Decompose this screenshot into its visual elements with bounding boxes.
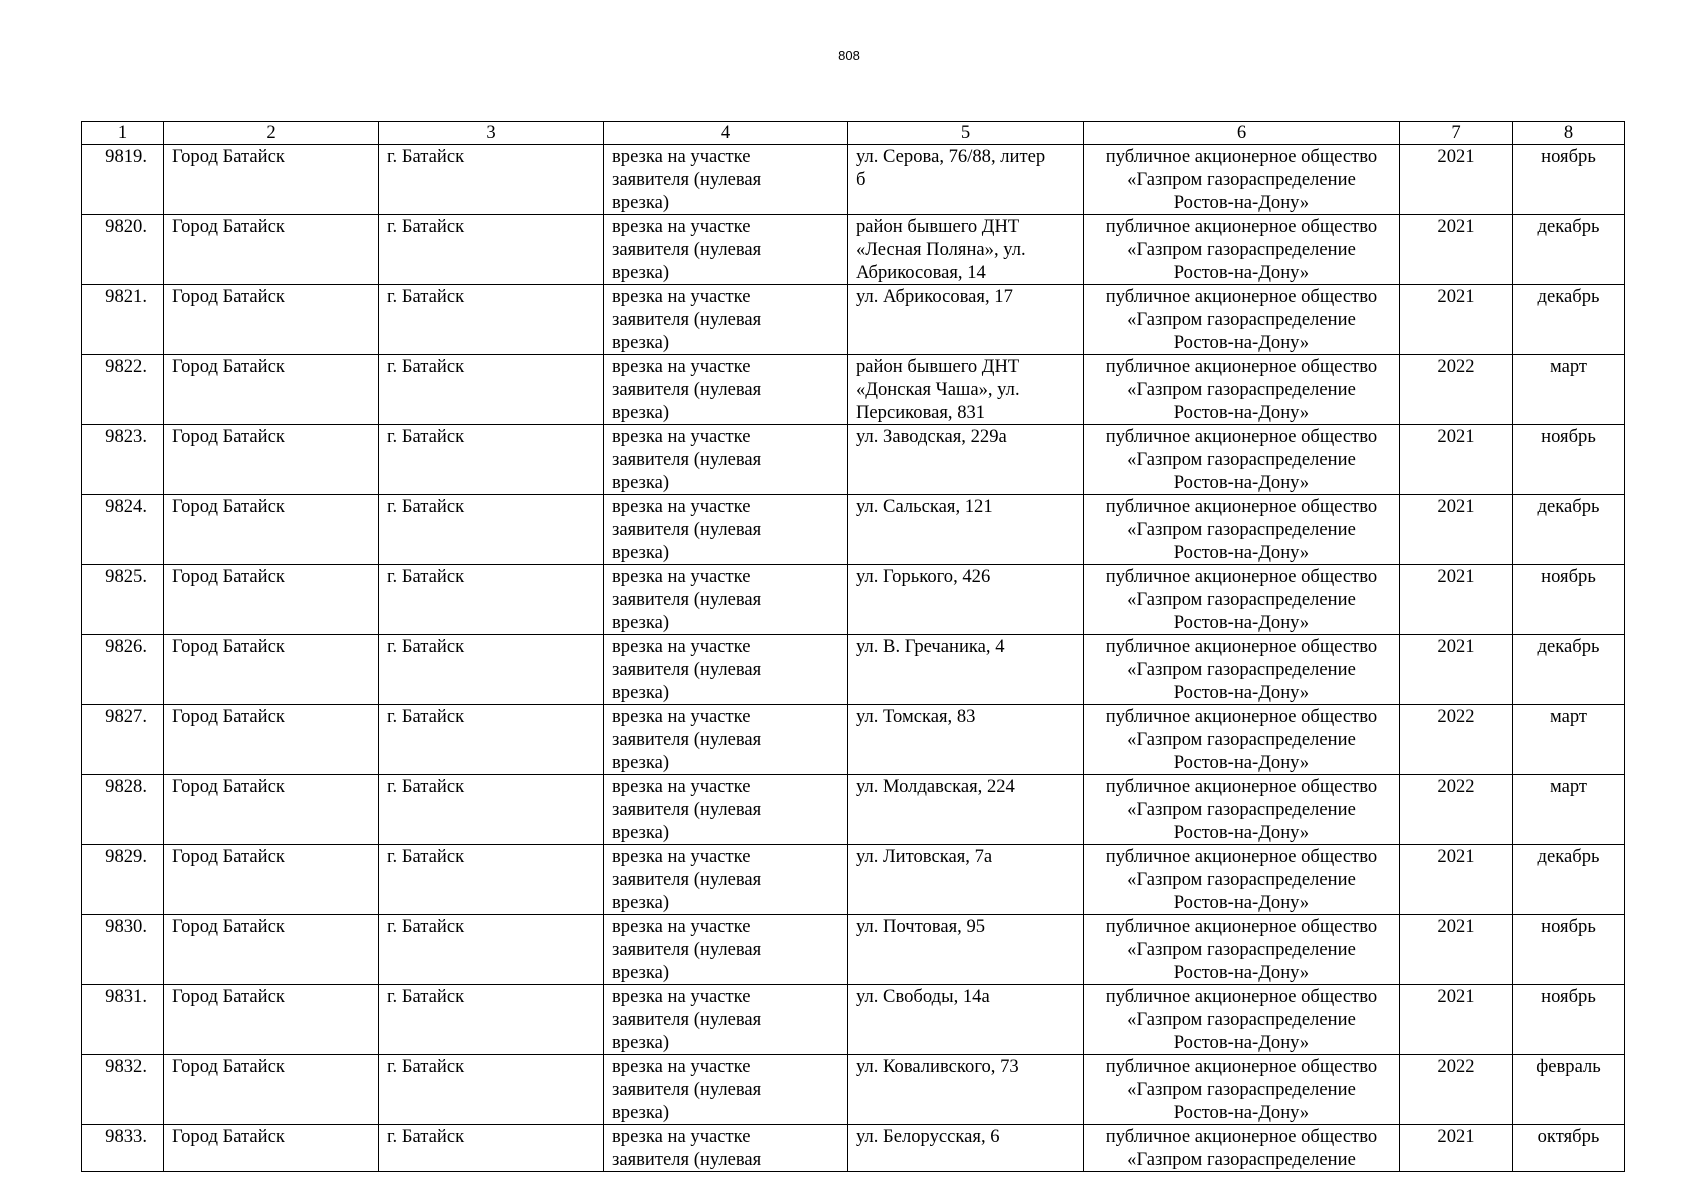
organization-cell-line: «Газпром газораспределение [1127, 1009, 1356, 1030]
organization-cell-line: Ростов-на-Дону» [1173, 262, 1310, 283]
row-number: 9833. [82, 1125, 164, 1172]
organization-cell-line: публичное акционерное общество [1105, 496, 1378, 517]
connection-type-cell-line: врезка) [612, 682, 670, 703]
column-number: 3 [379, 122, 604, 145]
address-cell [848, 915, 1084, 985]
address-cell-line: ул. Горького, 426 [856, 566, 991, 587]
organization-cell-line: «Газпром газораспределение [1127, 309, 1356, 330]
connection-type-cell-line: врезка на участке [612, 216, 751, 237]
settlement-cell: г. Батайск [379, 705, 604, 775]
year-cell: 2021 [1400, 495, 1513, 565]
column-number-row [82, 122, 1625, 145]
month-cell: октябрь [1513, 1125, 1625, 1172]
address-cell-line: Персиковая, 831 [856, 402, 986, 423]
organization-cell-line: Ростов-на-Дону» [1173, 682, 1310, 703]
row-number: 9826. [82, 635, 164, 705]
connection-type-cell-line: заявителя (нулевая [612, 519, 762, 540]
organization-cell-line: публичное акционерное общество [1105, 1126, 1378, 1147]
connection-type-cell-line: заявителя (нулевая [612, 1009, 762, 1030]
column-number: 5 [848, 122, 1084, 145]
month-cell: февраль [1513, 1055, 1625, 1125]
connection-type-cell-line: врезка) [612, 402, 670, 423]
row-number: 9825. [82, 565, 164, 635]
district-cell: Город Батайск [164, 1055, 379, 1125]
connection-type-cell [604, 985, 848, 1055]
year-cell: 2022 [1400, 355, 1513, 425]
address-cell [848, 1055, 1084, 1125]
connection-type-cell [604, 285, 848, 355]
row-number: 9820. [82, 215, 164, 285]
district-cell: Город Батайск [164, 495, 379, 565]
table-row [82, 635, 1625, 705]
connection-type-cell [604, 565, 848, 635]
organization-cell-line: «Газпром газораспределение [1127, 869, 1356, 890]
year-cell: 2021 [1400, 845, 1513, 915]
organization-cell-line: «Газпром газораспределение [1127, 449, 1356, 470]
connection-type-cell-line: врезка) [612, 472, 670, 493]
connection-type-cell-line: заявителя (нулевая [612, 589, 762, 610]
address-cell-line: «Донская Чаша», ул. [856, 379, 1020, 400]
connection-type-cell-line: врезка) [612, 332, 670, 353]
organization-cell [1084, 565, 1400, 635]
address-cell-line: ул. Белорусская, 6 [856, 1126, 1000, 1147]
connection-type-cell [604, 1055, 848, 1125]
organization-cell-line: публичное акционерное общество [1105, 566, 1378, 587]
organization-cell-line: «Газпром газораспределение [1127, 589, 1356, 610]
connection-type-cell-line: врезка) [612, 1102, 670, 1123]
connection-type-cell [604, 845, 848, 915]
table-row [82, 495, 1625, 565]
organization-cell-line: публичное акционерное общество [1105, 776, 1378, 797]
organization-cell-line: публичное акционерное общество [1105, 916, 1378, 937]
organization-cell [1084, 425, 1400, 495]
connection-type-cell [604, 1125, 848, 1172]
settlement-cell: г. Батайск [379, 845, 604, 915]
month-cell: декабрь [1513, 215, 1625, 285]
district-cell: Город Батайск [164, 845, 379, 915]
connection-type-cell-line: врезка на участке [612, 706, 751, 727]
address-cell-line: ул. Свободы, 14а [856, 986, 990, 1007]
settlement-cell: г. Батайск [379, 145, 604, 215]
organization-cell-line: «Газпром газораспределение [1127, 659, 1356, 680]
organization-cell-line: публичное акционерное общество [1105, 426, 1378, 447]
connection-type-cell [604, 915, 848, 985]
column-number: 6 [1084, 122, 1400, 145]
address-cell [848, 985, 1084, 1055]
connection-type-cell-line: заявителя (нулевая [612, 1079, 762, 1100]
address-cell-line: «Лесная Поляна», ул. [856, 239, 1026, 260]
address-cell [848, 845, 1084, 915]
year-cell: 2021 [1400, 985, 1513, 1055]
organization-cell-line: «Газпром газораспределение [1127, 379, 1356, 400]
organization-cell [1084, 215, 1400, 285]
row-number: 9819. [82, 145, 164, 215]
settlement-cell: г. Батайск [379, 215, 604, 285]
month-cell: декабрь [1513, 495, 1625, 565]
settlement-cell: г. Батайск [379, 985, 604, 1055]
organization-cell [1084, 985, 1400, 1055]
row-number: 9821. [82, 285, 164, 355]
organization-cell [1084, 635, 1400, 705]
column-number: 1 [82, 122, 164, 145]
connection-type-cell-line: врезка на участке [612, 426, 751, 447]
month-cell: декабрь [1513, 635, 1625, 705]
address-cell-line: район бывшего ДНТ [856, 356, 1020, 377]
organization-cell-line: публичное акционерное общество [1105, 706, 1378, 727]
district-cell: Город Батайск [164, 985, 379, 1055]
district-cell: Город Батайск [164, 915, 379, 985]
organization-cell-line: Ростов-на-Дону» [1173, 962, 1310, 983]
organization-cell-line: публичное акционерное общество [1105, 216, 1378, 237]
row-number: 9829. [82, 845, 164, 915]
connection-type-cell [604, 775, 848, 845]
row-number: 9823. [82, 425, 164, 495]
month-cell: март [1513, 705, 1625, 775]
year-cell: 2021 [1400, 565, 1513, 635]
address-cell-line: ул. Абрикосовая, 17 [856, 286, 1013, 307]
organization-cell-line: Ростов-на-Дону» [1173, 472, 1310, 493]
address-cell-line: район бывшего ДНТ [856, 216, 1020, 237]
connection-type-cell-line: врезка) [612, 1032, 670, 1053]
table-row [82, 285, 1625, 355]
organization-cell-line: «Газпром газораспределение [1127, 169, 1356, 190]
organization-cell-line: Ростов-на-Дону» [1173, 1102, 1310, 1123]
settlement-cell: г. Батайск [379, 285, 604, 355]
organization-cell-line: Ростов-на-Дону» [1173, 892, 1310, 913]
settlement-cell: г. Батайск [379, 425, 604, 495]
address-cell [848, 1125, 1084, 1172]
organization-cell-line: публичное акционерное общество [1105, 356, 1378, 377]
organization-cell-line: Ростов-на-Дону» [1173, 402, 1310, 423]
connection-type-cell [604, 145, 848, 215]
connection-type-cell-line: заявителя (нулевая [612, 379, 762, 400]
settlement-cell: г. Батайск [379, 565, 604, 635]
table-row [82, 845, 1625, 915]
settlement-cell: г. Батайск [379, 1055, 604, 1125]
organization-cell-line: Ростов-на-Дону» [1173, 542, 1310, 563]
connection-type-cell-line: заявителя (нулевая [612, 799, 762, 820]
month-cell: март [1513, 355, 1625, 425]
connection-type-cell-line: врезка на участке [612, 356, 751, 377]
organization-cell-line: Ростов-на-Дону» [1173, 192, 1310, 213]
organization-cell-line: «Газпром газораспределение [1127, 799, 1356, 820]
connection-type-cell-line: врезка) [612, 542, 670, 563]
connection-type-cell-line: заявителя (нулевая [612, 659, 762, 680]
settlement-cell: г. Батайск [379, 1125, 604, 1172]
organization-cell-line: публичное акционерное общество [1105, 1056, 1378, 1077]
row-number: 9831. [82, 985, 164, 1055]
settlement-cell: г. Батайск [379, 915, 604, 985]
month-cell: ноябрь [1513, 425, 1625, 495]
connection-type-cell-line: заявителя (нулевая [612, 729, 762, 750]
table-row [82, 985, 1625, 1055]
address-cell [848, 215, 1084, 285]
organization-cell [1084, 775, 1400, 845]
row-number: 9830. [82, 915, 164, 985]
connection-type-cell-line: заявителя (нулевая [612, 449, 762, 470]
organization-cell [1084, 1055, 1400, 1125]
connection-type-cell-line: врезка на участке [612, 566, 751, 587]
table-row [82, 215, 1625, 285]
organization-cell-line: «Газпром газораспределение [1127, 519, 1356, 540]
settlement-cell: г. Батайск [379, 775, 604, 845]
address-cell-line: ул. Молдавская, 224 [856, 776, 1015, 797]
address-cell-line: ул. Почтовая, 95 [856, 916, 986, 937]
settlement-cell: г. Батайск [379, 355, 604, 425]
organization-cell-line: «Газпром газораспределение [1127, 729, 1356, 750]
organization-cell-line: Ростов-на-Дону» [1173, 332, 1310, 353]
address-cell [848, 355, 1084, 425]
organization-cell [1084, 145, 1400, 215]
connection-type-cell-line: врезка) [612, 822, 670, 843]
organization-cell [1084, 845, 1400, 915]
district-cell: Город Батайск [164, 635, 379, 705]
connection-type-cell [604, 355, 848, 425]
address-cell [848, 775, 1084, 845]
month-cell: ноябрь [1513, 145, 1625, 215]
table-row [82, 355, 1625, 425]
address-cell [848, 635, 1084, 705]
district-cell: Город Батайск [164, 285, 379, 355]
connection-type-cell-line: врезка) [612, 612, 670, 633]
year-cell: 2022 [1400, 775, 1513, 845]
organization-cell-line: «Газпром газораспределение [1127, 1149, 1356, 1170]
organization-cell-line: Ростов-на-Дону» [1173, 1032, 1310, 1053]
organization-cell-line: Ростов-на-Дону» [1173, 822, 1310, 843]
connection-type-cell-line: врезка на участке [612, 986, 751, 1007]
connection-type-cell-line: врезка на участке [612, 1126, 751, 1147]
connection-type-cell-line: заявителя (нулевая [612, 309, 762, 330]
year-cell: 2021 [1400, 425, 1513, 495]
table-row [82, 565, 1625, 635]
connection-type-cell [604, 495, 848, 565]
address-cell-line: б [856, 169, 866, 190]
data-table [81, 121, 1625, 1172]
month-cell: ноябрь [1513, 565, 1625, 635]
month-cell: декабрь [1513, 285, 1625, 355]
organization-cell-line: публичное акционерное общество [1105, 636, 1378, 657]
address-cell [848, 565, 1084, 635]
connection-type-cell-line: врезка) [612, 892, 670, 913]
connection-type-cell [604, 705, 848, 775]
organization-cell-line: публичное акционерное общество [1105, 986, 1378, 1007]
organization-cell [1084, 705, 1400, 775]
district-cell: Город Батайск [164, 425, 379, 495]
connection-type-cell-line: заявителя (нулевая [612, 939, 762, 960]
connection-type-cell-line: врезка на участке [612, 776, 751, 797]
address-cell-line: ул. Коваливского, 73 [856, 1056, 1019, 1077]
connection-type-cell-line: заявителя (нулевая [612, 169, 762, 190]
district-cell: Город Батайск [164, 775, 379, 845]
address-cell-line: ул. Томская, 83 [856, 706, 976, 727]
connection-type-cell-line: врезка на участке [612, 1056, 751, 1077]
organization-cell-line: публичное акционерное общество [1105, 846, 1378, 867]
column-number: 8 [1513, 122, 1625, 145]
connection-type-cell [604, 635, 848, 705]
row-number: 9832. [82, 1055, 164, 1125]
connection-type-cell [604, 425, 848, 495]
organization-cell-line: публичное акционерное общество [1105, 146, 1378, 167]
table-row [82, 775, 1625, 845]
row-number: 9827. [82, 705, 164, 775]
connection-type-cell-line: врезка на участке [612, 496, 751, 517]
organization-cell [1084, 915, 1400, 985]
page-number: 808 [838, 48, 860, 63]
month-cell: ноябрь [1513, 985, 1625, 1055]
year-cell: 2021 [1400, 915, 1513, 985]
table-row [82, 705, 1625, 775]
district-cell: Город Батайск [164, 215, 379, 285]
organization-cell-line: «Газпром газораспределение [1127, 939, 1356, 960]
address-cell-line: ул. Сальская, 121 [856, 496, 993, 517]
row-number: 9828. [82, 775, 164, 845]
district-cell: Город Батайск [164, 355, 379, 425]
organization-cell-line: Ростов-на-Дону» [1173, 612, 1310, 633]
connection-type-cell-line: врезка на участке [612, 846, 751, 867]
organization-cell-line: Ростов-на-Дону» [1173, 752, 1310, 773]
year-cell: 2022 [1400, 1055, 1513, 1125]
table-row [82, 915, 1625, 985]
organization-cell [1084, 1125, 1400, 1172]
month-cell: ноябрь [1513, 915, 1625, 985]
year-cell: 2021 [1400, 635, 1513, 705]
year-cell: 2022 [1400, 705, 1513, 775]
month-cell: декабрь [1513, 845, 1625, 915]
address-cell-line: Абрикосовая, 14 [856, 262, 986, 283]
organization-cell [1084, 355, 1400, 425]
table-row [82, 1125, 1625, 1172]
address-cell-line: ул. В. Гречаника, 4 [856, 636, 1005, 657]
table-row [82, 1055, 1625, 1125]
organization-cell [1084, 285, 1400, 355]
connection-type-cell-line: заявителя (нулевая [612, 239, 762, 260]
address-cell [848, 495, 1084, 565]
column-number: 2 [164, 122, 379, 145]
address-cell [848, 425, 1084, 495]
connection-type-cell-line: врезка на участке [612, 636, 751, 657]
table-row [82, 425, 1625, 495]
connection-type-cell-line: врезка на участке [612, 286, 751, 307]
connection-type-cell [604, 215, 848, 285]
address-cell-line: ул. Заводская, 229а [856, 426, 1007, 447]
connection-type-cell-line: врезка) [612, 962, 670, 983]
organization-cell [1084, 495, 1400, 565]
district-cell: Город Батайск [164, 565, 379, 635]
address-cell [848, 285, 1084, 355]
organization-cell-line: публичное акционерное общество [1105, 286, 1378, 307]
connection-type-cell-line: заявителя (нулевая [612, 1149, 762, 1170]
column-number: 7 [1400, 122, 1513, 145]
connection-type-cell-line: врезка) [612, 752, 670, 773]
year-cell: 2021 [1400, 285, 1513, 355]
table-body [82, 122, 1625, 1172]
address-cell-line: ул. Литовская, 7а [856, 846, 993, 867]
month-cell: март [1513, 775, 1625, 845]
year-cell: 2021 [1400, 145, 1513, 215]
connection-type-cell-line: врезка) [612, 262, 670, 283]
organization-cell-line: «Газпром газораспределение [1127, 1079, 1356, 1100]
year-cell: 2021 [1400, 215, 1513, 285]
district-cell: Город Батайск [164, 705, 379, 775]
connection-type-cell-line: заявителя (нулевая [612, 869, 762, 890]
district-cell: Город Батайск [164, 145, 379, 215]
address-cell [848, 145, 1084, 215]
address-cell [848, 705, 1084, 775]
year-cell: 2021 [1400, 1125, 1513, 1172]
settlement-cell: г. Батайск [379, 495, 604, 565]
organization-cell-line: «Газпром газораспределение [1127, 239, 1356, 260]
connection-type-cell-line: врезка на участке [612, 146, 751, 167]
settlement-cell: г. Батайск [379, 635, 604, 705]
row-number: 9822. [82, 355, 164, 425]
address-cell-line: ул. Серова, 76/88, литер [856, 146, 1046, 167]
table-row [82, 145, 1625, 215]
connection-type-cell-line: врезка на участке [612, 916, 751, 937]
connection-type-cell-line: врезка) [612, 192, 670, 213]
district-cell: Город Батайск [164, 1125, 379, 1172]
column-number: 4 [604, 122, 848, 145]
row-number: 9824. [82, 495, 164, 565]
